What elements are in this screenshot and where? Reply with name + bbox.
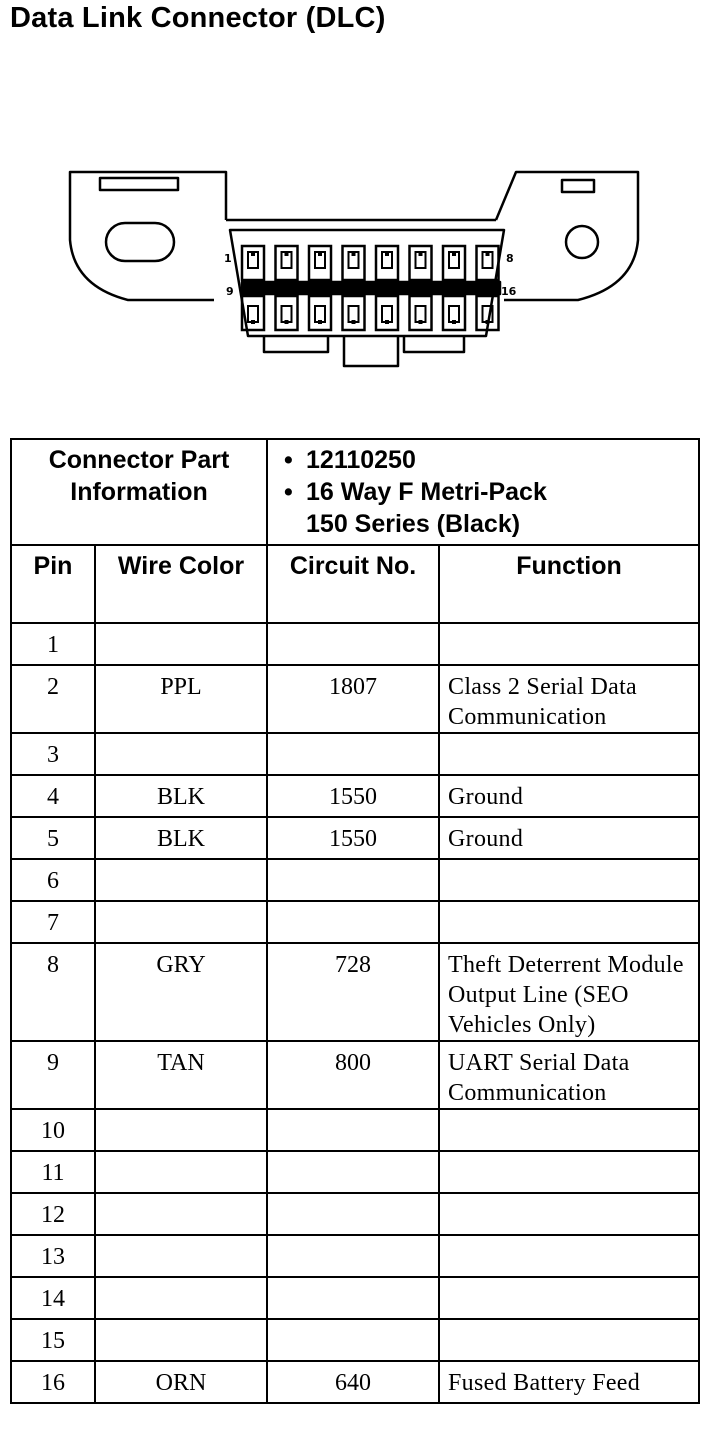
bottom-tab-right bbox=[404, 336, 464, 352]
circuit-cell: 1550 bbox=[267, 775, 439, 817]
wire-color-cell bbox=[95, 1193, 267, 1235]
wire-color-cell bbox=[95, 1151, 267, 1193]
function-cell: Theft Deterrent Module Output Line (SEO Vehicles Only) bbox=[439, 943, 699, 1041]
wire-color-cell: PPL bbox=[95, 665, 267, 733]
function-cell: Class 2 Serial Data Communication bbox=[439, 665, 699, 733]
function-cell bbox=[439, 1277, 699, 1319]
pin-terminal bbox=[276, 296, 298, 330]
wire-color-cell: TAN bbox=[95, 1041, 267, 1109]
col-header-circuit: Circuit No. bbox=[267, 545, 439, 623]
function-cell bbox=[439, 1193, 699, 1235]
dlc-connector-diagram bbox=[66, 168, 642, 372]
table-row bbox=[11, 1151, 699, 1193]
pin-terminal bbox=[242, 246, 264, 280]
circuit-cell bbox=[267, 1109, 439, 1151]
pin-cell: 14 bbox=[11, 1277, 95, 1319]
table-row bbox=[11, 901, 699, 943]
function-cell: UART Serial Data Communication bbox=[439, 1041, 699, 1109]
table-row bbox=[11, 1109, 699, 1151]
wire-color-cell bbox=[95, 733, 267, 775]
circuit-cell bbox=[267, 1193, 439, 1235]
pin-cell: 9 bbox=[11, 1041, 95, 1109]
function-cell bbox=[439, 623, 699, 665]
pin-cell: 13 bbox=[11, 1235, 95, 1277]
circuit-cell bbox=[267, 1151, 439, 1193]
pin-cell: 8 bbox=[11, 943, 95, 1041]
pin-cell: 3 bbox=[11, 733, 95, 775]
pin-cell: 10 bbox=[11, 1109, 95, 1151]
wire-color-cell: GRY bbox=[95, 943, 267, 1041]
pin-terminal bbox=[443, 296, 465, 330]
circuit-cell: 1550 bbox=[267, 817, 439, 859]
table-row bbox=[11, 1319, 699, 1361]
pin-terminal bbox=[443, 246, 465, 280]
function-cell bbox=[439, 1235, 699, 1277]
function-cell bbox=[439, 901, 699, 943]
pin-terminal bbox=[376, 246, 398, 280]
circuit-cell bbox=[267, 1319, 439, 1361]
circuit-cell bbox=[267, 1235, 439, 1277]
pinout-table bbox=[10, 438, 700, 1404]
wire-color-cell: ORN bbox=[95, 1361, 267, 1403]
bottom-key bbox=[344, 336, 398, 366]
table-row bbox=[11, 1041, 699, 1109]
pin-cell: 15 bbox=[11, 1319, 95, 1361]
pin-terminal bbox=[410, 296, 432, 330]
circuit-cell: 640 bbox=[267, 1361, 439, 1403]
pin-cell: 2 bbox=[11, 665, 95, 733]
pin-label-9: 9 bbox=[226, 285, 234, 298]
circuit-cell: 800 bbox=[267, 1041, 439, 1109]
circuit-cell: 728 bbox=[267, 943, 439, 1041]
wire-color-cell bbox=[95, 1109, 267, 1151]
pin-terminal bbox=[309, 296, 331, 330]
pin-cell: 1 bbox=[11, 623, 95, 665]
function-cell bbox=[439, 859, 699, 901]
pin-label-16: 16 bbox=[501, 285, 517, 298]
wire-color-cell bbox=[95, 623, 267, 665]
circuit-cell bbox=[267, 623, 439, 665]
pin-label-1: 1 bbox=[224, 252, 232, 265]
connector-description-1: • 16 Way F Metri-Pack bbox=[306, 476, 698, 508]
pin-cell: 5 bbox=[11, 817, 95, 859]
pin-cell: 12 bbox=[11, 1193, 95, 1235]
table-row bbox=[11, 623, 699, 665]
connector-info-label: Connector Part Information bbox=[11, 439, 267, 545]
page-title: Data Link Connector (DLC) bbox=[10, 2, 386, 34]
function-cell: Fused Battery Feed bbox=[439, 1361, 699, 1403]
pin-terminal bbox=[410, 246, 432, 280]
function-cell bbox=[439, 1109, 699, 1151]
pin-terminal bbox=[376, 296, 398, 330]
wire-color-cell bbox=[95, 1277, 267, 1319]
pin-terminal bbox=[343, 296, 365, 330]
pin-terminal bbox=[343, 246, 365, 280]
table-row bbox=[11, 859, 699, 901]
pin-cell: 7 bbox=[11, 901, 95, 943]
circuit-cell bbox=[267, 901, 439, 943]
pin-label-8: 8 bbox=[506, 252, 514, 265]
circuit-cell bbox=[267, 1277, 439, 1319]
col-header-function: Function bbox=[439, 545, 699, 623]
column-header-row bbox=[11, 545, 699, 623]
pin-terminal bbox=[309, 246, 331, 280]
right-mounting-hole bbox=[566, 226, 598, 258]
connector-description-2: 150 Series (Black) bbox=[306, 510, 521, 538]
function-cell: Ground bbox=[439, 775, 699, 817]
left-mounting-hole bbox=[106, 223, 174, 261]
table-row bbox=[11, 1235, 699, 1277]
pin-cell: 6 bbox=[11, 859, 95, 901]
wire-color-cell bbox=[95, 859, 267, 901]
circuit-cell: 1807 bbox=[267, 665, 439, 733]
pin-cell: 11 bbox=[11, 1151, 95, 1193]
table-row bbox=[11, 1277, 699, 1319]
table-row bbox=[11, 943, 699, 1041]
function-cell bbox=[439, 1151, 699, 1193]
connector-info-details bbox=[267, 439, 699, 545]
wire-color-cell bbox=[95, 1235, 267, 1277]
wire-color-cell bbox=[95, 1319, 267, 1361]
table-row bbox=[11, 1193, 699, 1235]
col-header-wire-color: Wire Color bbox=[95, 545, 267, 623]
pin-cell: 4 bbox=[11, 775, 95, 817]
right-ear-slot bbox=[562, 180, 594, 192]
table-row bbox=[11, 817, 699, 859]
function-cell: Ground bbox=[439, 817, 699, 859]
left-ear-slot bbox=[100, 178, 178, 190]
table-row bbox=[11, 665, 699, 733]
wire-color-cell: BLK bbox=[95, 817, 267, 859]
connector-info-row bbox=[11, 439, 699, 545]
table-row bbox=[11, 775, 699, 817]
circuit-cell bbox=[267, 859, 439, 901]
circuit-cell bbox=[267, 733, 439, 775]
wire-color-cell bbox=[95, 901, 267, 943]
table-row bbox=[11, 733, 699, 775]
part-number: • 12110250 bbox=[306, 444, 698, 476]
pin-rows bbox=[11, 623, 699, 1403]
center-rail bbox=[242, 282, 500, 294]
pin-cell: 16 bbox=[11, 1361, 95, 1403]
wire-color-cell: BLK bbox=[95, 775, 267, 817]
pin-terminal bbox=[276, 246, 298, 280]
function-cell bbox=[439, 733, 699, 775]
function-cell bbox=[439, 1319, 699, 1361]
bottom-tab-left bbox=[264, 336, 328, 352]
col-header-pin: Pin bbox=[11, 545, 95, 623]
table-row bbox=[11, 1361, 699, 1403]
